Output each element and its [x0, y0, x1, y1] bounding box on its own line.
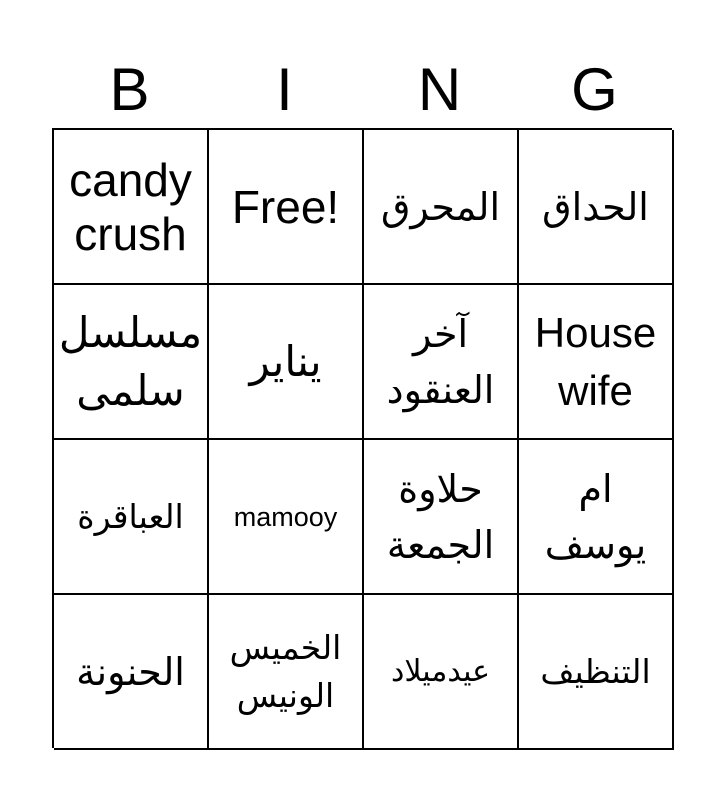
bingo-cell-free[interactable]	[209, 130, 364, 285]
cell-text: House wife	[534, 308, 657, 414]
bingo-header	[52, 55, 672, 125]
cell-text: مسلسل سلمى	[58, 307, 203, 415]
cell-text: حلاوة الجمعة	[386, 466, 495, 567]
cell-text: الخميس الونيس	[229, 627, 342, 715]
header-letter-b: B	[109, 56, 150, 123]
bingo-cell[interactable]	[364, 130, 519, 285]
cell-text: التنظيف	[540, 651, 651, 691]
cell-text: ام يوسف	[544, 466, 647, 567]
header-letter-i: I	[276, 56, 293, 123]
bingo-cell[interactable]	[54, 285, 209, 440]
cell-text: العباقرة	[77, 496, 184, 536]
header-letter-g: G	[571, 56, 618, 123]
cell-text: آخر العنقود	[386, 311, 495, 412]
bingo-card-grid	[52, 128, 672, 748]
cell-text: الحنونة	[76, 649, 185, 694]
cell-text: عيدميلاد	[390, 653, 491, 689]
bingo-cell[interactable]	[54, 130, 209, 285]
bingo-cell[interactable]	[364, 595, 519, 750]
bingo-cell[interactable]	[519, 130, 674, 285]
cell-text: candy crush	[69, 153, 192, 260]
header-letter-n: N	[417, 56, 462, 123]
bingo-cell[interactable]	[209, 285, 364, 440]
cell-text: يناير	[249, 336, 322, 386]
bingo-cell[interactable]	[209, 595, 364, 750]
cell-text: الحداق	[542, 184, 649, 229]
bingo-cell[interactable]	[364, 285, 519, 440]
bingo-cell[interactable]	[519, 285, 674, 440]
bingo-cell[interactable]	[519, 595, 674, 750]
bingo-cell[interactable]	[364, 440, 519, 595]
bingo-cell[interactable]	[54, 440, 209, 595]
bingo-cell[interactable]	[209, 440, 364, 595]
bingo-cell[interactable]	[54, 595, 209, 750]
cell-text: mamooy	[233, 501, 338, 532]
bingo-cell[interactable]	[519, 440, 674, 595]
cell-text: المحرق	[380, 184, 501, 229]
cell-text: Free!	[231, 180, 340, 233]
